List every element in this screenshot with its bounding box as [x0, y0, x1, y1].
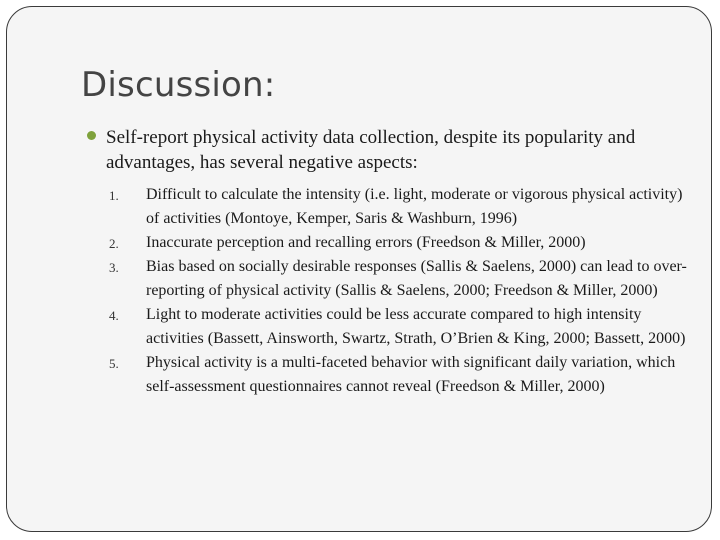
list-item-number: 1. — [109, 188, 119, 203]
list-item — [109, 231, 699, 255]
slide-title: Discussion: — [81, 65, 276, 105]
list-item — [109, 303, 699, 351]
list-item-number: 5. — [109, 356, 119, 371]
list-item-number: 2. — [109, 236, 119, 251]
slide — [6, 6, 712, 532]
list-item-number: 3. — [109, 260, 119, 275]
list-item-text: Inaccurate perception and recalling errors (Freedson & Miller, 2000) — [146, 234, 586, 251]
main-bullet-text: Self-report physical activity data collection, despite its popularity and advantages, has several negative aspects: — [106, 127, 636, 173]
main-bullet — [87, 125, 677, 175]
list-item — [109, 183, 699, 231]
list-item-text: Bias based on socially desirable responses (Sallis & Saelens, 2000) can lead to over-reporting of physical activity (Sallis & Saelens, 2000; Freedson & Miller, 2000) — [146, 258, 687, 299]
list-item-text: Light to moderate activities could be less accurate compared to high intensity activities (Bassett, Ainsworth, Swartz, Strath, O’Brien & King, 2000; Bassett, 2000) — [146, 306, 686, 347]
list-item — [109, 255, 699, 303]
list-item-text: Physical activity is a multi-faceted behavior with significant daily variation, which self-assessment questionnaires cannot reveal (Freedson & Miller, 2000) — [146, 354, 676, 395]
aspects-list — [109, 183, 699, 399]
list-item — [109, 351, 699, 399]
bullet-dot-icon — [87, 131, 96, 140]
list-item-text: Difficult to calculate the intensity (i.e. light, moderate or vigorous physical activity) of activities (Montoye, Kemper, Saris & Washburn, 1996) — [146, 186, 683, 227]
list-item-number: 4. — [109, 308, 119, 323]
